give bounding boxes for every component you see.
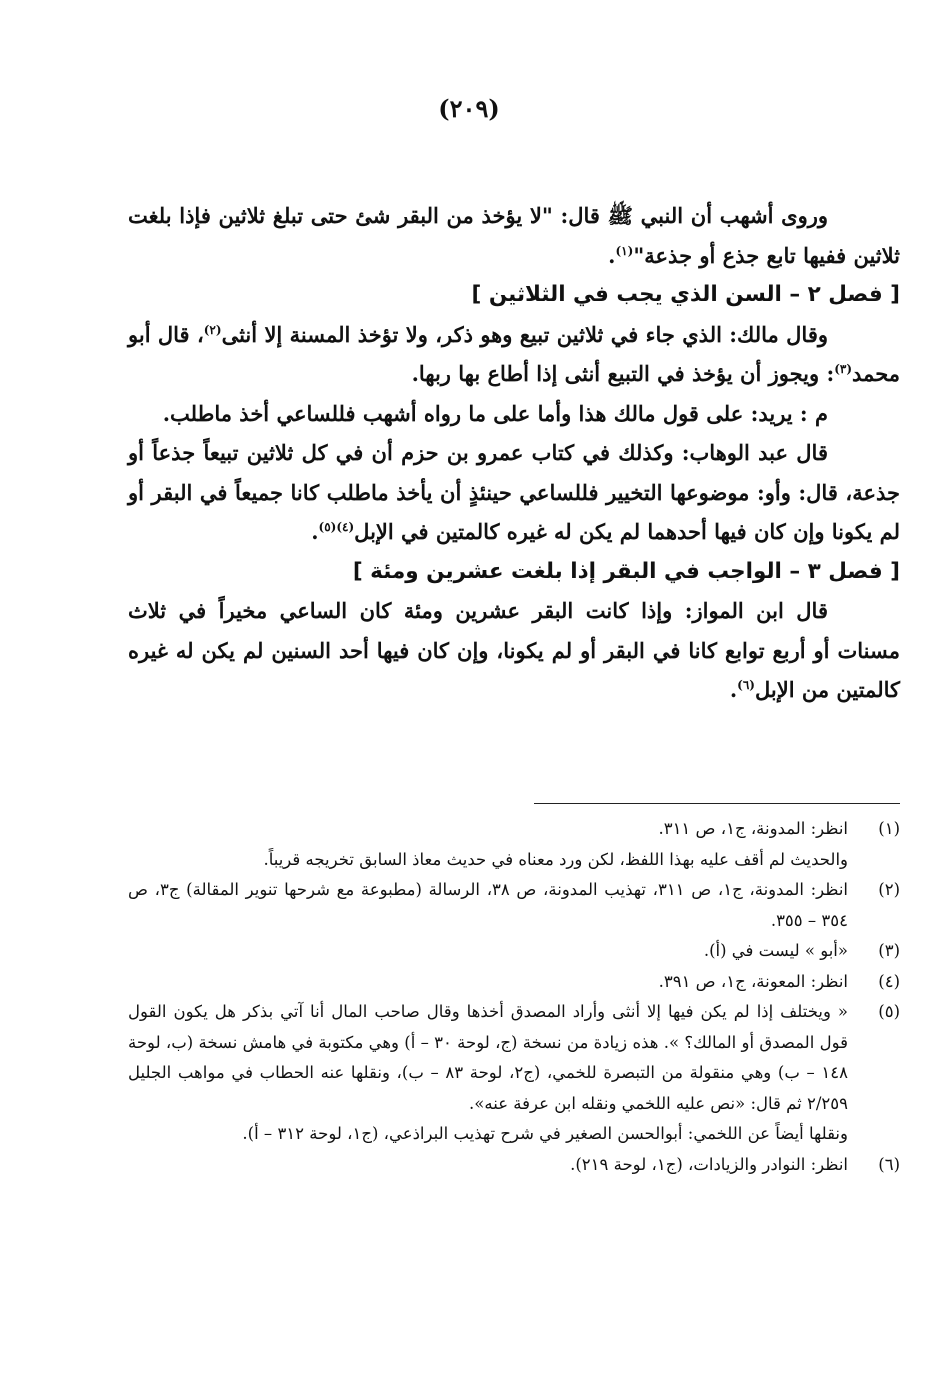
footnote-body	[128, 875, 848, 936]
paragraph-5-tail: .	[729, 677, 738, 702]
footnote-number: (٣)	[878, 941, 900, 960]
footnote-number: (٤)	[878, 971, 900, 991]
footnote-divider	[534, 803, 900, 804]
paragraph-2-part-c: : ويجوز أن يؤخذ في التبيع أنثى إذا أطاع بها ربها.	[411, 361, 835, 386]
footnote-line: انظر: المدونة، ج١، ص ٣١١.	[658, 819, 848, 838]
footnote-number: (٦)	[878, 1154, 900, 1174]
footnote-line: « ويختلف إذا لم يكن فيها إلا أنثى وأراد المصدق أخذها وقال صاحب المال أنا آتي بذكر هل يكون القول قول المصدق أو المالك؟ ». هذه زيادة من نسخة (ج، لوحة ٣٠ – أ) وهي مكتوبة في هامش نسخة (ب، لوحة ١٤٨ – ب) وهي منقولة من التبصرة للخمي، (ج٢، لوحة ٨٣ – ب)، ونقلها عنه الحطاب في مواهب الجليل ٢/٢٥٩ ثم قال: «نص عليه اللخمي ونقله ابن عرفة عنه».	[128, 1002, 848, 1113]
section-heading-2: [ فصل ٢ – السن الذي يجب في الثلاثين ]	[471, 282, 900, 307]
paragraph-1-text: وروى أشهب أن النبي ﷺ قال: "لا يؤخذ من البقر شئ حتى تبلغ ثلاثين فإذا بلغت ثلاثين ففيها تابع جذع أو جذعة"	[128, 203, 900, 268]
footnote-line: انظر: النوادر والزيادات، (ج١، لوحة ٢١٩).	[570, 1154, 848, 1174]
footnote-body	[128, 1150, 848, 1181]
footnote-1	[128, 814, 900, 875]
section-heading-3: [ فصل ٣ – الواجب في البقر إذا بلغت عشرين ومئة ]	[352, 558, 900, 584]
paragraph-5-text: قال ابن المواز: وإذا كانت البقر عشرين ومئة كان الساعي مخيراً في ثلاث مسنات أو أربع توابع كانا في البقر أو لم يكونا، وإن كان فيها أحد السنين لم يكن له غيره كالمتين من الإبل	[128, 598, 900, 702]
footnote-line: ونقلها أيضاً عن اللخمي: أبوالحسن الصغير في شرح تهذيب البراذعي، (ج١، لوحة ٣١٢ – أ).	[242, 1124, 848, 1143]
paragraph-2	[128, 315, 900, 394]
footnote-body	[128, 814, 848, 875]
footnote-ref: (٤)(٥)	[318, 520, 355, 534]
footnote-line: والحديث لم أقف عليه بهذا اللفظ، لكن ورد معناه في حديث معاذ السابق تخريجه قريباً.	[263, 849, 848, 869]
footnote-2	[128, 875, 900, 936]
footnote-line: انظر: المدونة، ج١، ص ٣١١، تهذيب المدونة، ص ٣٨، الرسالة (مطبوعة مع شرحها تنوير المقالة) ج٣، ص ٣٥٤ – ٣٥٥.	[128, 880, 848, 930]
paragraph-2-part-a: وقال مالك: الذي جاء في ثلاثين تبيع وهو ذكر، ولا تؤخذ المسنة إلا أنثى	[221, 321, 828, 347]
footnote-ref: (٣)	[834, 362, 853, 376]
footnote-6	[128, 1150, 900, 1181]
footnote-line: «أبو » ليست في (أ).	[703, 941, 848, 960]
paragraph-2-part-b: ، قال أبو محمد	[128, 321, 900, 386]
footnote-line: انظر: المعونة، ج١، ص ٣٩١.	[658, 971, 848, 991]
footnote-3	[128, 936, 900, 967]
paragraph-4-tail: .	[311, 519, 319, 544]
paragraph-5	[128, 591, 900, 710]
footnote-5-continuation	[128, 1119, 900, 1150]
footnote-number: (٥)	[878, 1002, 900, 1021]
paragraph-4	[128, 433, 900, 552]
footnote-number: (٢)	[878, 880, 900, 899]
footnote-5	[128, 997, 900, 1119]
footnote-body	[128, 967, 848, 998]
footnote-4	[128, 967, 900, 998]
main-text	[128, 196, 900, 710]
footnote-ref: (٢)	[203, 322, 222, 337]
paragraph-4-text: قال عبد الوهاب: وكذلك في كتاب عمرو بن حزم أن في كل ثلاثين تبيعاً جذعاً أو جذعة، قال: وأو: موضوعها التخيير فللساعي حينئذٍ أن يأخذ ماطلب كانا جميعاً في البقر أو لم يكونا وإن كان فيها أحدهما لم يكن له غيره كالمتين في الإبل	[128, 440, 900, 544]
footnote-body	[128, 936, 848, 967]
footnotes	[128, 814, 900, 1180]
paragraph-3: م : يريد: على قول مالك هذا وأما على ما رواه أشهب فللساعي أخذ ماطلب.	[162, 400, 828, 426]
page-number: (٢٠٩)	[438, 94, 500, 123]
footnote-body	[128, 997, 848, 1119]
footnote-number: (١)	[878, 819, 900, 838]
paragraph-1-tail: .	[608, 242, 616, 268]
paragraph-1	[128, 196, 900, 275]
footnote-ref: (٦)	[737, 678, 755, 692]
footnote-ref: (١)	[615, 243, 634, 258]
